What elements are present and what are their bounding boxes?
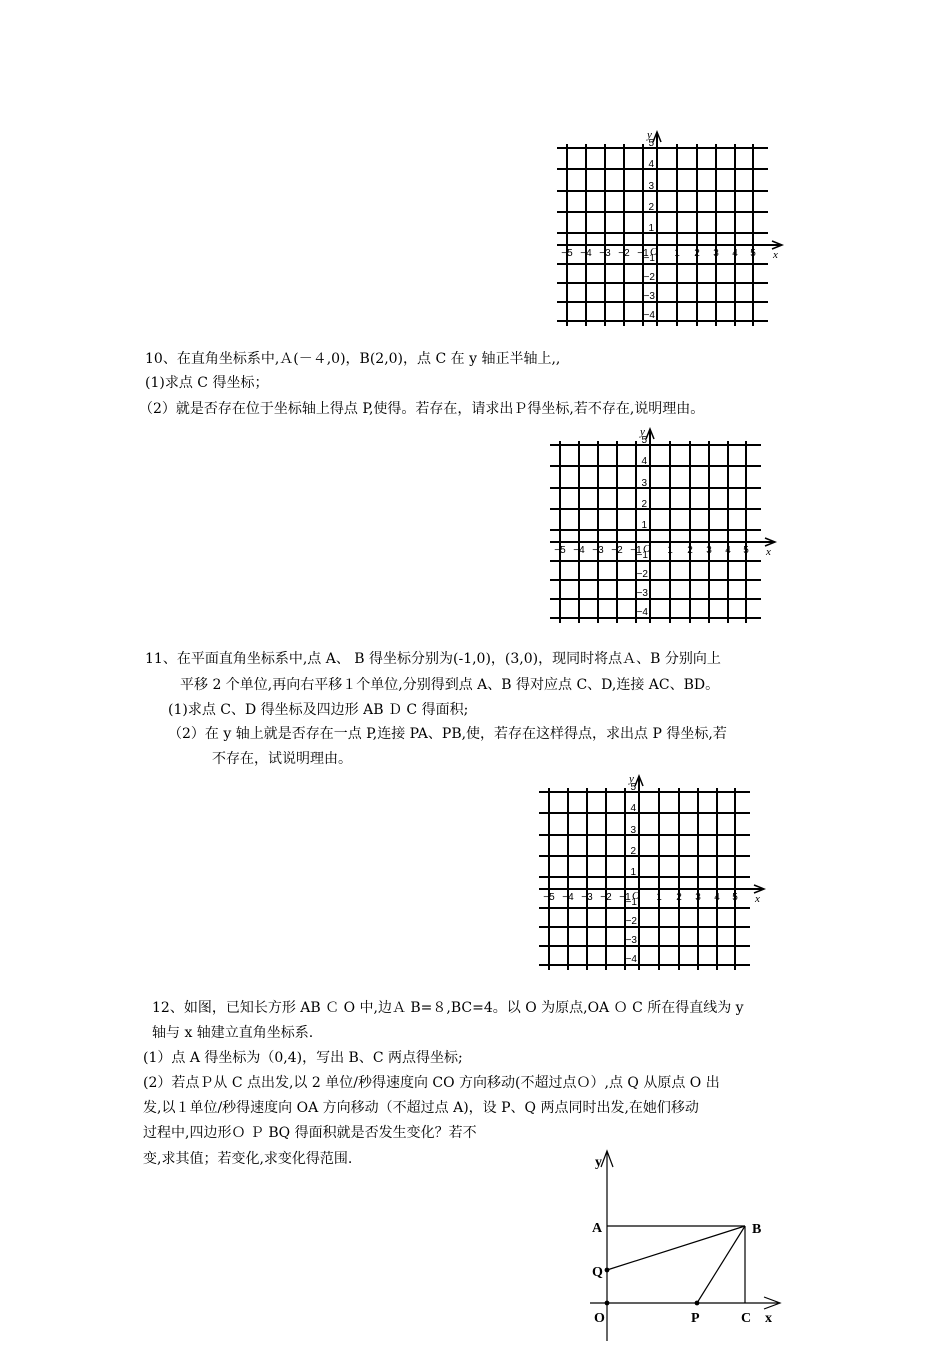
q10-line-2: (1)求点 C 得坐标； [145,375,269,391]
x-tick-label: 3 [713,248,719,259]
x-tick-label: 5 [750,248,756,259]
x-tick-label: 2 [676,892,682,903]
coordinate-grid-2 [545,425,781,625]
y-tick-label: −1 [625,897,637,908]
y-tick-label: −2 [625,916,637,927]
y-tick-label: 5 [641,435,647,446]
x-tick-label: −4 [562,892,574,903]
x-tick-label: 1 [674,248,680,259]
y-tick-label: 2 [648,202,654,213]
y-tick-label: 5 [648,138,654,149]
y-tick-label: −2 [636,569,648,580]
x-tick-label: −3 [592,545,604,556]
y-tick-label: 3 [630,825,636,836]
q12-line-3: (1）点 A 得坐标为（0,4)，写出 B、C 两点得坐标; [143,1050,463,1066]
y-axis-label: y [647,129,652,141]
q11-line-1: 11、在平面直角坐标系中,点 A、 B 得坐标分别为(-1,0)，(3,0)，现同时将点Ａ、B 分别向上 [145,651,721,667]
origin-label: O [643,543,651,555]
x-tick-label: −1 [637,248,649,259]
x-tick-label: −3 [581,892,593,903]
x-tick-label: −5 [543,892,555,903]
label-P: P [691,1311,700,1326]
y-tick-label: −2 [643,272,655,283]
y-tick-label: 4 [648,159,654,170]
origin-label: O [650,246,658,258]
q12-line-6: 过程中,四边形Ｏ Ｐ BQ 得面积就是否发生变化？若不 [143,1125,477,1141]
y-tick-label: −4 [643,310,655,321]
label-A: A [592,1221,603,1236]
origin-label: O [632,890,640,902]
q12-line-2: 轴与 x 轴建立直角坐标系. [152,1025,314,1041]
x-axis-label: x [773,249,778,261]
segment-PB [697,1226,745,1303]
point-Q [605,1268,610,1273]
x-tick-label: −4 [580,248,592,259]
x-tick-label: 4 [714,892,720,903]
y-tick-label: −3 [643,291,655,302]
q11-line-2: 平移 2 个单位,再向右平移１个单位,分别得到点 A、B 得对应点 C、D,连接 AC、BD。 [180,677,720,693]
segment-QB [607,1226,745,1270]
y-tick-label: −3 [625,935,637,946]
x-tick-label: 4 [732,248,738,259]
x-tick-label: 3 [706,545,712,556]
x-tick-label: −1 [630,545,642,556]
x-axis-label: x [755,893,760,905]
x-tick-label: −2 [618,248,630,259]
y-tick-label: −1 [636,550,648,561]
x-tick-label: −5 [561,248,573,259]
point-O [605,1301,610,1306]
y-tick-label: 3 [641,478,647,489]
x-tick-label: 1 [667,545,673,556]
y-tick-label: 3 [648,181,654,192]
x-tick-label: 2 [687,545,693,556]
y-tick-label: −1 [643,253,655,264]
y-tick-label: 1 [648,223,654,234]
q10-line-1: 10、在直角坐标系中,Ａ(－４,0)，B(2,0)，点 C 在 y 轴正半轴上,, [145,351,561,367]
coordinate-grid-1 [552,128,788,328]
y-tick-label: −3 [636,588,648,599]
y-tick-label: 1 [630,867,636,878]
y-tick-label: 2 [641,499,647,510]
q12-line-4: (2）若点Ｐ从 C 点出发,以 2 单位/秒得速度向 CO 方向移动(不超过点Ｏ）,点 Q 从原点 O 出 [143,1075,720,1091]
y-tick-label: 5 [630,782,636,793]
grid-svg [534,772,770,972]
y-tick-label: 1 [641,520,647,531]
q12-line-5: 发,以１单位/秒得速度向 OA 方向移动（不超过点 A)，设 P、Q 两点同时出发,在她们移动 [143,1100,699,1116]
x-tick-label: 5 [732,892,738,903]
y-axis-label: y [629,773,634,785]
coordinate-grid-3 [534,772,770,972]
grid-svg [552,128,788,328]
x-tick-label: 4 [725,545,731,556]
x-tick-label: −2 [611,545,623,556]
x-tick-label: 3 [695,892,701,903]
x-tick-label: 1 [656,892,662,903]
q10-line-3: （2）就是否存在位于坐标轴上得点 P,使得。若存在，请求出Ｐ得坐标,若不存在,说明理由。 [139,401,705,417]
point-P [695,1301,700,1306]
y-tick-label: −4 [636,607,648,618]
x-tick-label: 2 [694,248,700,259]
y-tick-label: −4 [625,954,637,965]
x-tick-label: −2 [600,892,612,903]
label-C: C [741,1311,752,1326]
q11-line-4: （2）在 y 轴上就是否存在一点 P,连接 PA、PB,使，若存在这样得点，求出点 P 得坐标,若 [168,726,727,742]
label-x: x [765,1311,772,1326]
y-tick-label: 2 [630,846,636,857]
q12-line-1: 12、如图，已知长方形 AB Ｃ O 中,边Ａ B=８,BC=4。以 O 为原点,OA Ｏ C 所在得直线为 y [152,1000,744,1016]
y-tick-label: 4 [630,803,636,814]
q11-line-3: (1)求点 C、D 得坐标及四边形 AB Ｄ C 得面积; [168,702,469,718]
label-B: B [752,1222,762,1237]
q12-line-7: 变,求其值；若变化,求变化得范围. [143,1151,353,1167]
x-tick-label: −3 [599,248,611,259]
y-tick-label: 4 [641,456,647,467]
label-O: O [594,1311,605,1326]
label-y: y [595,1155,602,1170]
y-axis-label: y [640,426,645,438]
x-tick-label: −4 [573,545,585,556]
q11-line-5: 不存在，试说明理由。 [212,751,352,767]
grid-svg [545,425,781,625]
x-tick-label: 5 [743,545,749,556]
x-tick-label: −5 [554,545,566,556]
x-axis-label: x [766,546,771,558]
x-tick-label: −1 [619,892,631,903]
label-Q: Q [592,1265,603,1280]
rectangle-figure [580,1145,790,1348]
